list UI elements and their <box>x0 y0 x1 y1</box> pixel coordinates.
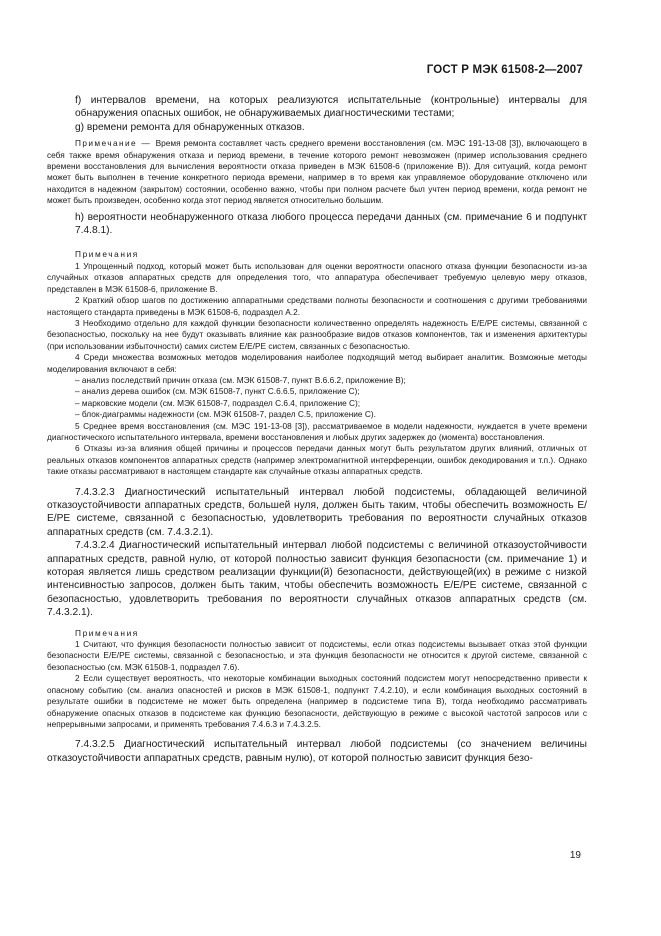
note-1-2: 2 Краткий обзор шагов по достижению аппаратными средствами полноты безопасности и соотношения с другими требованиями настоящего стандарта приведены в МЭК 61508-6, подраздел А.2. <box>47 295 587 317</box>
method-item: – анализ дерева ошибок (см. МЭК 61508-7, пункт С.6.6.5, приложение С); <box>75 386 360 397</box>
clause-7-4-3-2-3: 7.4.3.2.3 Диагностический испытательный интервал любой подсистемы, обладающей величиной отказоустойчивости аппаратных средств, большей нуля, должен быть таким, чтобы обеспечить возможность Е/Е/РЕ системе, связанной с безопасностью, удовлетворить требования по вероятности случайных отказов аппаратных средств (см. 7.4.3.2.1). <box>47 486 587 538</box>
page-content <box>47 94 587 765</box>
clause-7-4-3-2-5: 7.4.3.2.5 Диагностический испытательный интервал любой подсистемы (со значением величины отказоустойчивости аппаратных средств, равным нулю), от которой полностью зависит функция безо- <box>47 739 587 764</box>
note-label: Примечание — <box>75 138 156 149</box>
note-1-5: 5 Среднее время восстановления (см. МЭС 191-13-08 [3]), рассматриваемое в модели надежности, нуждается в учете времени диагностического испытательного интервала, времени восстановления и любых других задержек до (момента) восстановления. <box>47 420 587 442</box>
note-1-4: 4 Среди множества возможных методов моделирования наиболее подходящий метод выбирает аналитик. Возможные методы моделирования включают в себя: <box>47 352 587 374</box>
note-1-3: 3 Необходимо отдельно для каждой функции безопасности количественно определять надежность Е/Е/РЕ системы, связанной с безопасностью, поскольку на нее будут оказывать влияние как разнообразие видов отказов компонентов, так и изменения архитектуры (при использовании избыточности) самих систем Е/Е/РЕ систем, связанных с безопасностью. <box>47 317 587 351</box>
method-item: – блок-диаграммы надежности (см. МЭК 61508-7, раздел С.5, приложение С). <box>75 409 376 420</box>
note-repair-time <box>47 138 587 206</box>
list-item-g: g) времени ремонта для обнаруженных отказов. <box>75 121 305 133</box>
page-number: 19 <box>569 850 581 861</box>
note-text: Время ремонта составляет часть среднего времени восстановления (см. МЭС 191-13-08 [3]), включающего в себя также время обнаружения отказа и период времени, в течение которого ремонт невозможен (пример использования среднего времени восстановления для вычисления вероятности отказа приведен в МЭК 61508-6 (приложение В)). Для ситуаций, когда ремонт может быть выполнен в течение конкретного периода времени, например в то время как управляемое оборудование отключено или находится в надежном (закрытом) состоянии, особенно важно, чтобы при полном расчете был учтен период времени, когда ремонт не может быть произведен, особенно когда этот период является относительно большим. <box>47 138 587 206</box>
notes-heading-1: Примечания <box>75 249 139 260</box>
notes-heading-2: Примечания <box>75 627 139 638</box>
note-2-2: 2 Если существует вероятность, что некоторые комбинации выходных состояний подсистем могут непосредственно привести к опасному событию (см. анализ опасностей и рисков в МЭК 61508-1, подпункт 7.4.2.10), и если комбинация выходных состояний в результате ошибки в подсистеме не может быть определена (например в подсистеме типа В), тогда необходимо рассматривать обнаружение опасных отказов в подсистеме как функцию безопасности, действующую в режиме с высокой частотой запросов или с непрерывными запросами, и применять требования 7.4.6.3 и 7.4.3.2.5. <box>47 673 587 729</box>
list-item-h: h) вероятности необнаруженного отказа любого процесса передачи данных (см. примечание 6 и подпункт 7.4.8.1). <box>75 211 587 237</box>
note-2-1: 1 Считают, что функция безопасности полностью зависит от подсистемы, если отказ подсистемы вызывает отказ этой функции безопасности Е/Е/РЕ системы, связанной с безопасностью, и эта функция безопасности не относится к другой системе, связанной с безопасностью (см. МЭК 61508-1, подраздел 7.6). <box>47 639 587 672</box>
method-item: – анализ последствий причин отказа (см. МЭК 61508-7, пункт В.6.6.2, приложение В); <box>75 374 406 385</box>
note-1-6: 6 Отказы из-за влияния общей причины и процессов передачи данных могут быть результатом других влияний, отличных от реальных отказов компонентов аппаратных средств (например электромагнитной интерференции, ошибок декодирования и т.п.). Однако такие отказы рассматривают в настоящем стандарте как случайные отказы аппаратных средств. <box>47 443 587 477</box>
note-1-1: 1 Упрощенный подход, который может быть использован для оценки вероятности опасного отказа функции безопасности из-за случайных отказов аппаратных средств для определения того, что аппаратура обеспечивает требуемую целевую меру отказов, представлен в МЭК 61508-6, приложение В. <box>47 260 587 294</box>
list-item-f: f) интервалов времени, на которых реализуются испытательные (контрольные) интервалы для обнаружения опасных ошибок, не обнаруживаемых диагностическими тестами; <box>75 95 587 120</box>
standard-title: ГОСТ Р МЭК 61508-2—2007 <box>426 64 583 76</box>
method-item: – марковские модели (см. МЭК 61508-7, подраздел С.6.4, приложение С); <box>75 397 361 408</box>
clause-7-4-3-2-4: 7.4.3.2.4 Диагностический испытательный интервал любой подсистемы с величиной отказоустойчивости аппаратных средств, равной нулю, от которой полностью зависит функция безопасности (см. примечание 1) и которая является лишь средством реализации функции(й) безопасности, действующей(их) в режиме с низкой интенсивностью запросов, должен быть таким, чтобы обеспечить возможность Е/Е/РЕ системе, связанной с безопасностью, удовлетворить требования по вероятности случайных отказов аппаратных средств (см. 7.4.3.2.1). <box>47 540 587 619</box>
